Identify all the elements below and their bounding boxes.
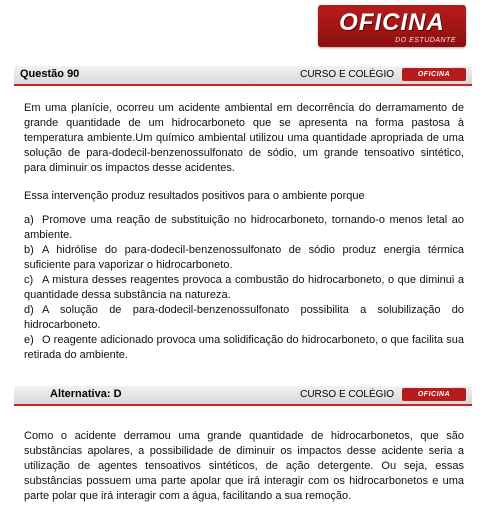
options-list xyxy=(24,213,464,363)
question-header-label: CURSO E COLÉGIO xyxy=(300,69,394,80)
answer-header-bar xyxy=(14,386,472,406)
logo-subtitle: DO ESTUDANTE xyxy=(395,37,456,44)
answer-header-label: CURSO E COLÉGIO xyxy=(300,389,394,400)
option-e xyxy=(24,333,464,363)
option-a xyxy=(24,213,464,243)
option-a-text: Promove uma reação de substituição no hidrocarboneto, tornando-o menos letal ao ambiente. xyxy=(24,214,464,241)
option-a-letter: a) xyxy=(24,214,34,226)
logo-name: OFICINA xyxy=(339,9,445,36)
option-c xyxy=(24,273,464,303)
option-c-letter: c) xyxy=(24,274,34,286)
question-title: Questão 90 xyxy=(20,68,80,80)
answer-header-mini-logo: OFICINA xyxy=(402,388,466,401)
option-e-letter: e) xyxy=(24,334,34,346)
question-prompt: Essa intervenção produz resultados positivos para o ambiente porque xyxy=(24,190,365,202)
option-d-letter: d) xyxy=(24,304,34,316)
question-header-bar xyxy=(14,66,472,86)
option-d xyxy=(24,303,464,333)
answer-title: Alternativa: D xyxy=(50,388,122,400)
answer-explanation: Como o acidente derramou uma grande quantidade de hidrocarbonetos, que são substâncias apolares, a possibilidade de diminuir os impactos desse acidente seria a utilização de agentes tensoativos sintéticos, de ação detergente. Ou seja, essas substâncias possuem uma parte apolar que irá interagir com os hidrocarbonetos e uma parte polar que irá interagir com a água, facilitando a sua remoção. xyxy=(24,430,464,502)
option-b-text: A hidrólise do para-dodecil-benzenossulfonato de sódio produz energia térmica suficiente para vaporizar o hidrocarboneto. xyxy=(24,244,464,271)
option-b xyxy=(24,243,464,273)
oficina-logo xyxy=(318,5,466,47)
option-b-letter: b) xyxy=(24,244,34,256)
question-statement: Em uma planície, ocorreu um acidente ambiental em decorrência do derramamento de grande quantidade de um hidrocarboneto que se apresenta na forma pastosa à temperatura ambiente.Um químico ambiental utilizou uma quantidade apropriada de uma solução de para-dodecil-benzenossulfonato de sódio, um grande tensoativo sintético, para diminuir os impactos desse acidentes. xyxy=(24,102,464,174)
option-d-text: A solução de para-dodecil-benzenossulfonato possibilita a solubilização do hidrocarboneto. xyxy=(24,304,464,331)
option-e-text: O reagente adicionado provoca uma solidificação do hidrocarboneto, o que facilita sua retirada do ambiente. xyxy=(24,334,464,361)
option-c-text: A mistura desses reagentes provoca a combustão do hidrocarboneto, o que diminui a quantidade dessa substância na natureza. xyxy=(24,274,464,301)
question-header-mini-logo: OFICINA xyxy=(402,68,466,81)
